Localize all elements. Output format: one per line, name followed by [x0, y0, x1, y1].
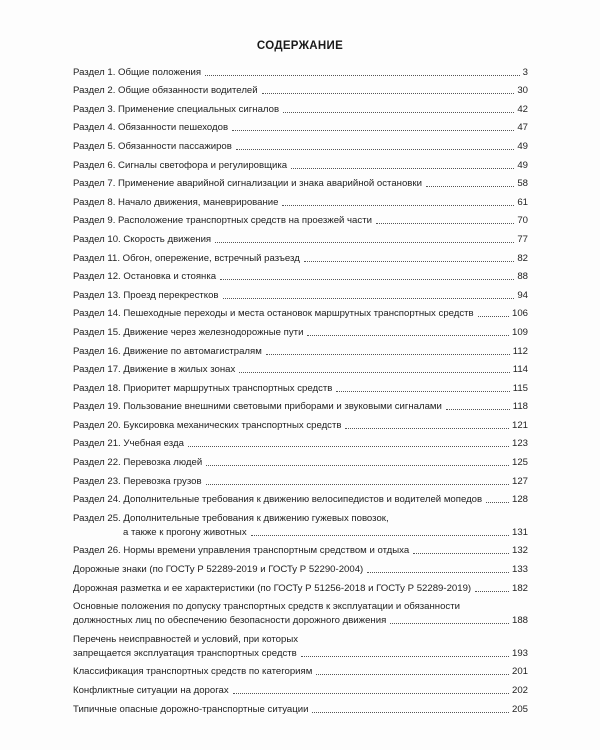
toc-entry-label: Перечень неисправностей и условий, при которых [73, 633, 299, 645]
toc-entry-label: Раздел 16. Движение по автомагистралям [73, 345, 262, 357]
toc-entry-label: Раздел 21. Учебная езда [73, 438, 184, 450]
toc-entry-label: Раздел 15. Движение через железнодорожные пути [73, 326, 304, 338]
toc-entry-section-14[interactable] [73, 302, 528, 321]
toc-leader-dots [426, 186, 514, 187]
toc-leader-dots [262, 93, 515, 94]
toc-entry-label-continued: должностных лиц по обеспечению безопасности дорожного движения [73, 615, 387, 627]
toc-entry-malfunctions-list[interactable] [73, 627, 528, 646]
toc-leader-dots [376, 223, 514, 224]
toc-page-number: 133 [511, 564, 528, 576]
page-title: СОДЕРЖАНИЕ [256, 40, 344, 52]
toc-entry-label: Раздел 7. Применение аварийной сигнализации и знака аварийной остановки [73, 178, 422, 190]
toc-entry-label: Дорожная разметка и ее характеристики (по ГОСТу Р 51256-2018 и ГОСТу Р 52289-2019) [73, 582, 472, 594]
toc-page-number: 61 [517, 196, 528, 208]
toc-entry-section-1[interactable] [73, 60, 528, 79]
toc-entry-section-6[interactable] [73, 153, 528, 172]
toc-entry-section-3[interactable] [73, 97, 528, 116]
toc-page-number: 182 [511, 582, 528, 594]
toc-entry-label: Основные положения по допуску транспортных средств к эксплуатации и обязанности [73, 601, 460, 613]
toc-entry-label: Конфликтные ситуации на дорогах [73, 685, 229, 696]
toc-entry-label: Раздел 26. Нормы времени управления транспортным средством и отдыха [73, 545, 410, 557]
toc-leader-dots [301, 656, 509, 657]
toc-entry-label: Раздел 3. Применение специальных сигналов [73, 103, 280, 115]
toc-leader-dots [232, 130, 514, 131]
toc-leader-dots [188, 446, 509, 447]
toc-entry-section-18[interactable] [73, 376, 528, 395]
toc-leader-dots [312, 712, 509, 713]
toc-entry-section-25-continued[interactable] [73, 525, 528, 539]
toc-entry-label: Раздел 14. Пешеходные переходы и места остановок маршрутных транспортных средств [73, 308, 474, 320]
toc-leader-dots [251, 535, 509, 536]
toc-entry-vehicle-admission-continued[interactable] [73, 613, 528, 627]
toc-entry-section-19[interactable] [73, 395, 528, 414]
toc-entry-section-13[interactable] [73, 283, 528, 302]
toc-entry-section-8[interactable] [73, 190, 528, 209]
toc-leader-dots [316, 674, 509, 675]
toc-entry-section-7[interactable] [73, 172, 528, 191]
toc-leader-dots [233, 693, 509, 694]
toc-leader-dots [475, 591, 509, 592]
toc-leader-dots [413, 553, 509, 554]
toc-page-number: 128 [511, 494, 528, 506]
toc-leader-dots [282, 205, 514, 206]
toc-page-number: 114 [512, 364, 528, 376]
toc-entry-label-continued: а также к прогону животных [123, 526, 247, 538]
toc-page-number: 201 [511, 666, 528, 678]
toc-leader-dots [478, 316, 509, 317]
toc-entry-label: Раздел 4. Обязанности пешеходов [73, 122, 229, 134]
toc-leader-dots [220, 279, 514, 280]
toc-page-number: 94 [517, 289, 528, 301]
toc-entry-road-signs[interactable] [73, 557, 528, 576]
toc-entry-section-20[interactable] [73, 413, 528, 432]
toc-page-number: 58 [517, 178, 528, 190]
toc-leader-dots [345, 428, 509, 429]
table-of-contents [73, 60, 528, 716]
toc-entry-label: Типичные опасные дорожно-транспортные ситуации [73, 703, 309, 715]
toc-entry-section-5[interactable] [73, 134, 528, 153]
toc-page-number: 118 [512, 401, 528, 413]
toc-page-number: 193 [511, 647, 528, 659]
toc-page-number: 127 [511, 475, 528, 487]
toc-entry-label-continued: запрещается эксплуатация транспортных средств [73, 647, 297, 659]
toc-page-number: 30 [517, 85, 528, 97]
toc-page-number: 123 [511, 438, 528, 450]
toc-entry-section-10[interactable] [73, 227, 528, 246]
toc-entry-label: Классификация транспортных средств по категориям [73, 666, 313, 678]
toc-entry-label: Раздел 17. Движение в жилых зонах [73, 364, 236, 376]
toc-leader-dots [215, 242, 514, 243]
toc-entry-section-25[interactable] [73, 506, 528, 525]
toc-entry-vehicle-admission[interactable] [73, 595, 528, 614]
toc-entry-section-11[interactable] [73, 246, 528, 265]
toc-entry-conflict-situations[interactable] [73, 678, 528, 697]
toc-entry-section-23[interactable] [73, 469, 528, 488]
toc-leader-dots [236, 149, 514, 150]
toc-leader-dots [239, 372, 509, 373]
toc-page-number: 202 [511, 685, 528, 696]
toc-entry-label: Раздел 13. Проезд перекрестков [73, 289, 219, 301]
toc-page-number: 77 [517, 233, 528, 245]
toc-page-number: 70 [517, 215, 528, 227]
toc-entry-section-24[interactable] [73, 488, 528, 507]
toc-page-number: 106 [511, 308, 528, 320]
toc-page-number: 132 [511, 545, 528, 557]
toc-leader-dots [223, 298, 515, 299]
toc-entry-label: Раздел 23. Перевозка грузов [73, 475, 202, 487]
toc-entry-label: Раздел 18. Приоритет маршрутных транспортных средств [73, 382, 333, 394]
toc-leader-dots [206, 484, 509, 485]
toc-leader-dots [486, 502, 509, 503]
toc-page-number: 42 [517, 103, 528, 115]
toc-entry-vehicle-classification[interactable] [73, 660, 528, 679]
toc-entry-malfunctions-list-continued[interactable] [73, 646, 528, 660]
toc-entry-dangerous-situations[interactable] [73, 697, 528, 716]
toc-page-number: 88 [517, 271, 528, 283]
toc-entry-section-4[interactable] [73, 116, 528, 135]
toc-entry-section-9[interactable] [73, 209, 528, 228]
toc-entry-label: Раздел 11. Обгон, опережение, встречный разъезд [73, 252, 300, 264]
toc-page-number: 3 [522, 66, 528, 78]
toc-page-number: 49 [517, 140, 528, 152]
toc-page-number: 115 [512, 382, 528, 394]
toc-entry-label: Раздел 20. Буксировка механических транспортных средств [73, 419, 342, 431]
toc-entry-label: Раздел 25. Дополнительные требования к движению гужевых повозок, [73, 512, 389, 524]
toc-page-number: 121 [511, 419, 528, 431]
toc-leader-dots [336, 391, 509, 392]
toc-page-number: 82 [517, 252, 528, 264]
toc-leader-dots [390, 623, 509, 624]
toc-entry-label: Раздел 10. Скорость движения [73, 233, 212, 245]
toc-page-number: 49 [517, 159, 528, 171]
toc-entry-label: Раздел 6. Сигналы светофора и регулировщика [73, 159, 288, 171]
toc-entry-section-2[interactable] [73, 79, 528, 98]
toc-entry-section-12[interactable] [73, 265, 528, 284]
toc-entry-label: Раздел 8. Начало движения, маневрирование [73, 196, 279, 208]
toc-leader-dots [266, 354, 510, 355]
toc-leader-dots [307, 335, 509, 336]
toc-entry-label: Раздел 24. Дополнительные требования к движению велосипедистов и водителей мопедов [73, 494, 483, 506]
toc-leader-dots [446, 409, 510, 410]
toc-entry-section-22[interactable] [73, 450, 528, 469]
toc-page-number: 47 [517, 122, 528, 134]
toc-entry-label: Раздел 5. Обязанности пассажиров [73, 140, 232, 152]
toc-leader-dots [304, 261, 515, 262]
toc-leader-dots [205, 75, 520, 76]
toc-entry-road-markings[interactable] [73, 576, 528, 595]
toc-page-number: 205 [511, 703, 528, 715]
toc-entry-label: Раздел 19. Пользование внешними световыми приборами и звуковыми сигналами [73, 401, 442, 413]
toc-leader-dots [291, 168, 514, 169]
toc-page-number: 125 [511, 457, 528, 469]
toc-entry-label: Раздел 1. Общие положения [73, 66, 202, 78]
toc-entry-label: Раздел 2. Общие обязанности водителей [73, 85, 258, 97]
toc-entry-section-26[interactable] [73, 539, 528, 558]
toc-entry-section-16[interactable] [73, 339, 528, 358]
toc-entry-section-17[interactable] [73, 358, 528, 377]
toc-entry-label: Раздел 9. Расположение транспортных средств на проезжей части [73, 215, 372, 227]
toc-entry-label: Раздел 12. Остановка и стоянка [73, 271, 217, 283]
toc-page-number: 109 [511, 326, 528, 338]
toc-leader-dots [206, 465, 509, 466]
toc-page-number: 188 [511, 615, 528, 627]
toc-entry-section-21[interactable] [73, 432, 528, 451]
toc-entry-label: Раздел 22. Перевозка людей [73, 457, 203, 469]
toc-entry-label: Дорожные знаки (по ГОСТу Р 52289-2019 и ГОСТу Р 52290-2004) [73, 564, 364, 576]
toc-page-number: 112 [512, 345, 528, 357]
toc-leader-dots [283, 112, 514, 113]
toc-entry-section-15[interactable] [73, 320, 528, 339]
toc-page-number: 131 [511, 526, 528, 538]
toc-leader-dots [367, 572, 509, 573]
